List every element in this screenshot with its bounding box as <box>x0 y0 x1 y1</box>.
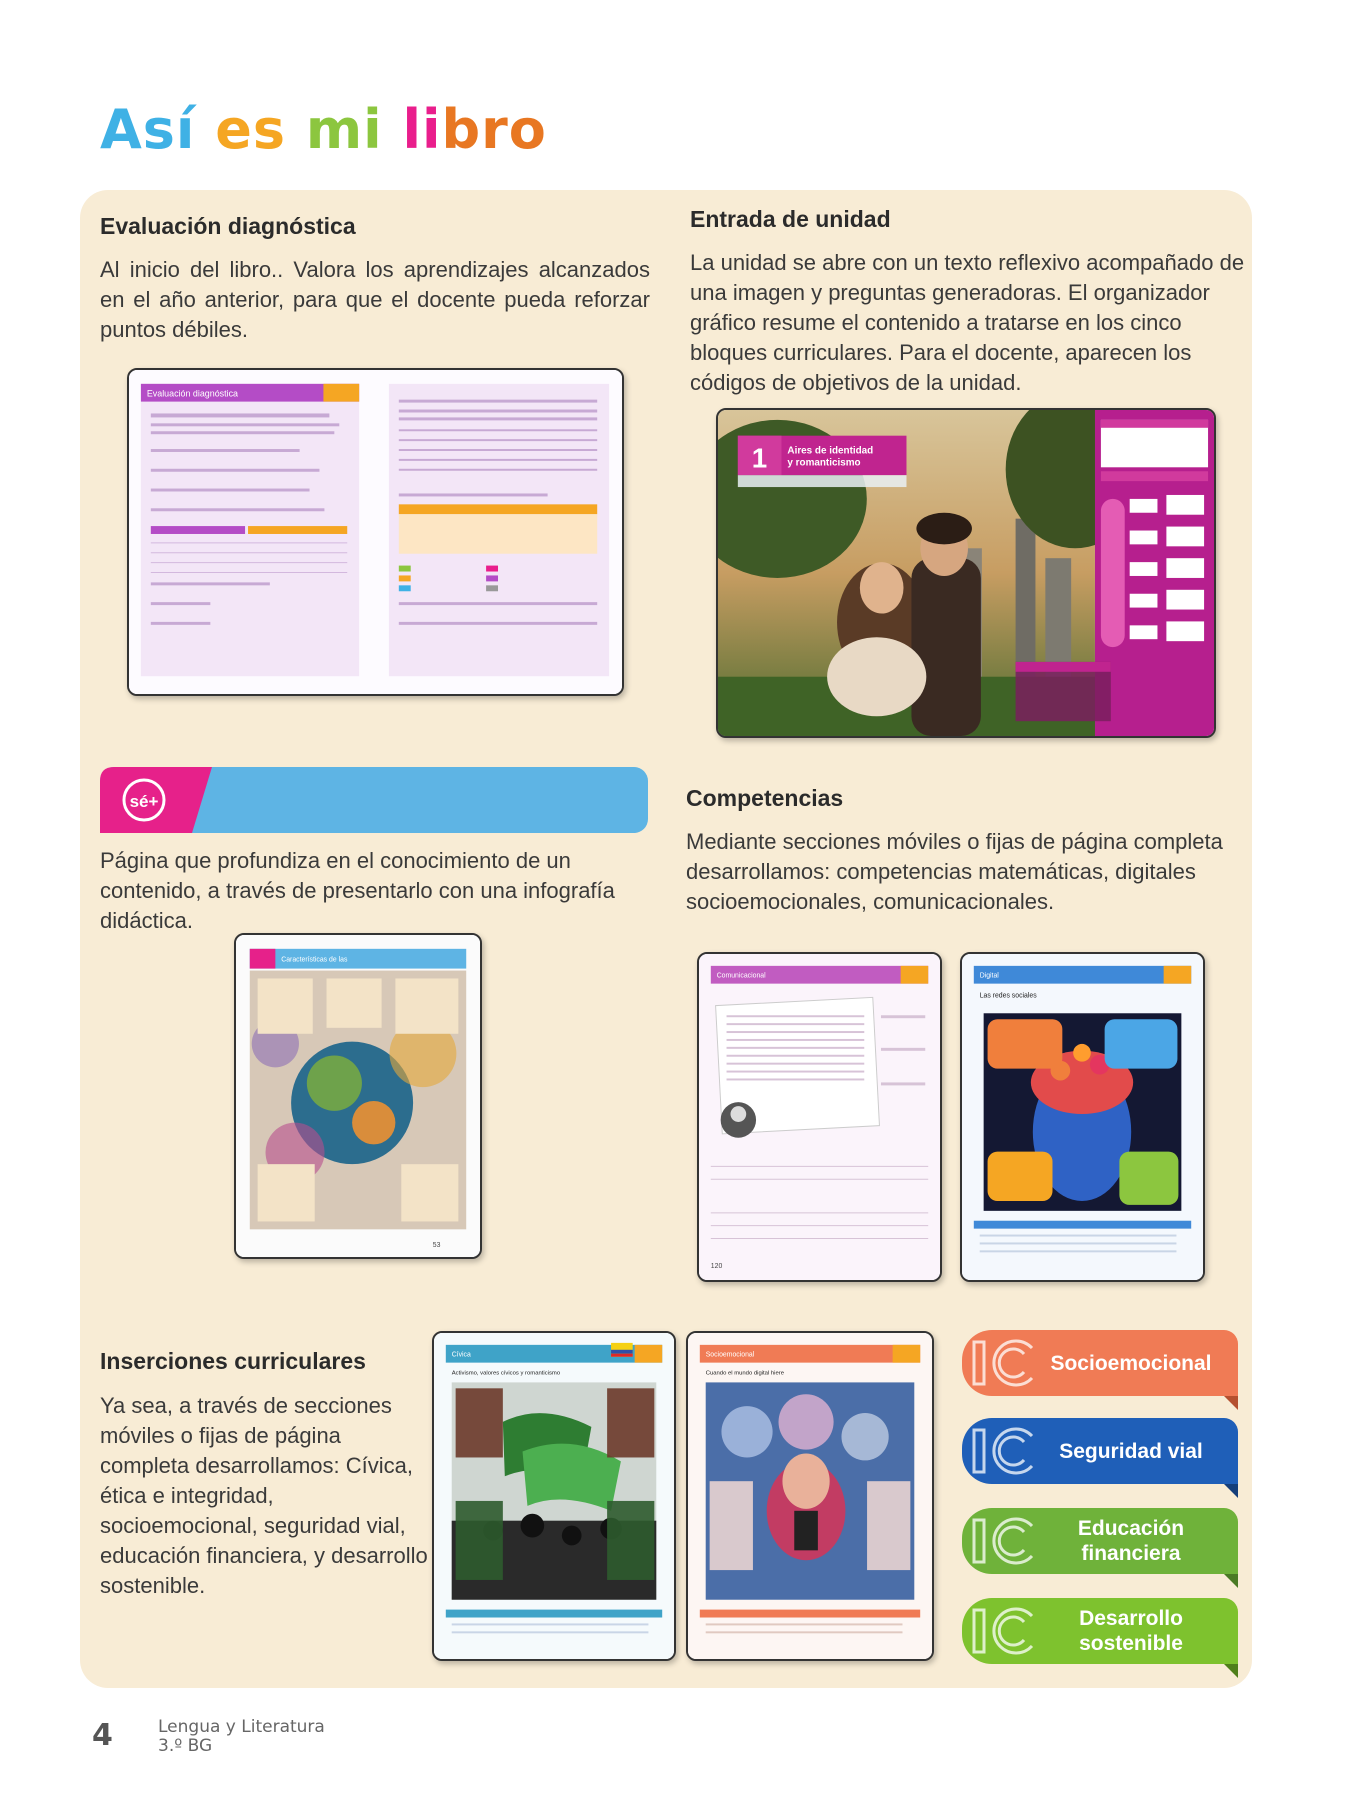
evaluacion-text: Al inicio del libro.. Valora los aprendizajes alcanzados en el año anterior, para que el docente pueda reforzar puntos débiles. <box>100 257 650 342</box>
competencias-title: Competencias <box>686 785 844 811</box>
svg-text:Aires de identidad: Aires de identidad <box>787 445 874 457</box>
socioemocional-thumbnail <box>686 1331 934 1661</box>
title-segment <box>195 98 215 161</box>
se-mas-logo: sé+ <box>129 792 159 811</box>
ic-logo-icon <box>970 1336 1040 1390</box>
footer-grade: 3.º BG <box>158 1736 213 1756</box>
educacion-financiera-badge <box>962 1508 1238 1574</box>
comunicacional-thumbnail <box>697 952 942 1282</box>
entrada-text: La unidad se abre con un texto reflexivo acompañado de una imagen y preguntas generadoras. El organizador gráfico resume el contenido a tratarse en los cinco bloques curriculares. Para el docente, aparecen los códigos de objetivos de la unidad. <box>690 250 1245 395</box>
title-segment: mi <box>305 98 383 161</box>
badge-label: Socioemocional <box>1050 1351 1212 1375</box>
socio-header: Socioemocional <box>705 1351 755 1359</box>
title-segment: bro <box>441 98 547 161</box>
badge-fold <box>1224 1396 1238 1410</box>
footer-subject-name: Lengua y Literatura <box>158 1717 325 1737</box>
svg-text:120: 120 <box>710 1263 723 1271</box>
seguridad-vial-badge <box>962 1418 1238 1484</box>
comunicacional-header: Comunicacional <box>716 972 766 980</box>
title-segment: li <box>402 98 442 161</box>
badge-fold <box>1224 1484 1238 1498</box>
competencias-text: Mediante secciones móviles o fijas de página completa desarrollamos: competencias matemáticas, digitales socioemocionales, comunicacionales. <box>686 829 1223 914</box>
inserciones-text: Ya sea, a través de secciones móviles o fijas de página completa desarrollamos: Cívica, ética e integridad, socioemocional, seguridad vial, educación financiera, y desarrollo sostenible. <box>100 1393 428 1598</box>
se-mas-banner <box>100 767 648 833</box>
se-mas-thumbnail <box>234 933 482 1259</box>
svg-text:Características de las: Características de las <box>281 956 348 964</box>
ic-logo-icon <box>970 1514 1040 1568</box>
civica-thumbnail <box>432 1331 676 1661</box>
se-mas-text: Página que profundiza en el conocimiento de un contenido, a través de presentarlo con una infografía didáctica. <box>100 848 615 933</box>
badge-label: Seguridad vial <box>1059 1439 1203 1463</box>
title-segment: Así <box>100 98 196 161</box>
entrada-thumbnail <box>716 408 1216 738</box>
entrada-title: Entrada de unidad <box>690 206 891 232</box>
svg-text:y romanticismo: y romanticismo <box>787 457 861 469</box>
svg-text:53: 53 <box>432 1242 441 1250</box>
badge-fold <box>1224 1664 1238 1678</box>
ic-logo-icon <box>970 1424 1040 1478</box>
title-segment <box>383 98 403 161</box>
evaluacion-title: Evaluación diagnóstica <box>100 213 356 239</box>
diagnostica-header: Evaluación diagnóstica <box>146 388 238 399</box>
footer-subject <box>158 1718 325 1756</box>
page-number: 4 <box>92 1718 113 1753</box>
digital-thumbnail <box>960 952 1205 1282</box>
diagnostica-thumbnail <box>127 368 624 696</box>
unidad-number: 1 <box>751 442 768 474</box>
title-segment: es <box>215 98 287 161</box>
badge-label: Educación financiera <box>1077 1517 1185 1565</box>
badge-fold <box>1224 1574 1238 1588</box>
title-segment <box>286 98 306 161</box>
civica-header: Cívica <box>451 1351 471 1359</box>
inserciones-title: Inserciones curriculares <box>100 1348 366 1374</box>
socioemocional-badge <box>962 1330 1238 1396</box>
desarrollo-sostenible-badge <box>962 1598 1238 1664</box>
socio-subtitle: Cuando el mundo digital hiere <box>705 1370 785 1377</box>
ic-logo-icon <box>970 1604 1040 1658</box>
digital-subtitle: Las redes sociales <box>979 992 1037 1000</box>
badge-label: Desarrollo sostenible <box>1079 1607 1183 1655</box>
page-title <box>100 98 547 161</box>
digital-header: Digital <box>979 972 999 980</box>
civica-subtitle: Activismo, valores cívicos y romanticismo <box>451 1370 561 1377</box>
